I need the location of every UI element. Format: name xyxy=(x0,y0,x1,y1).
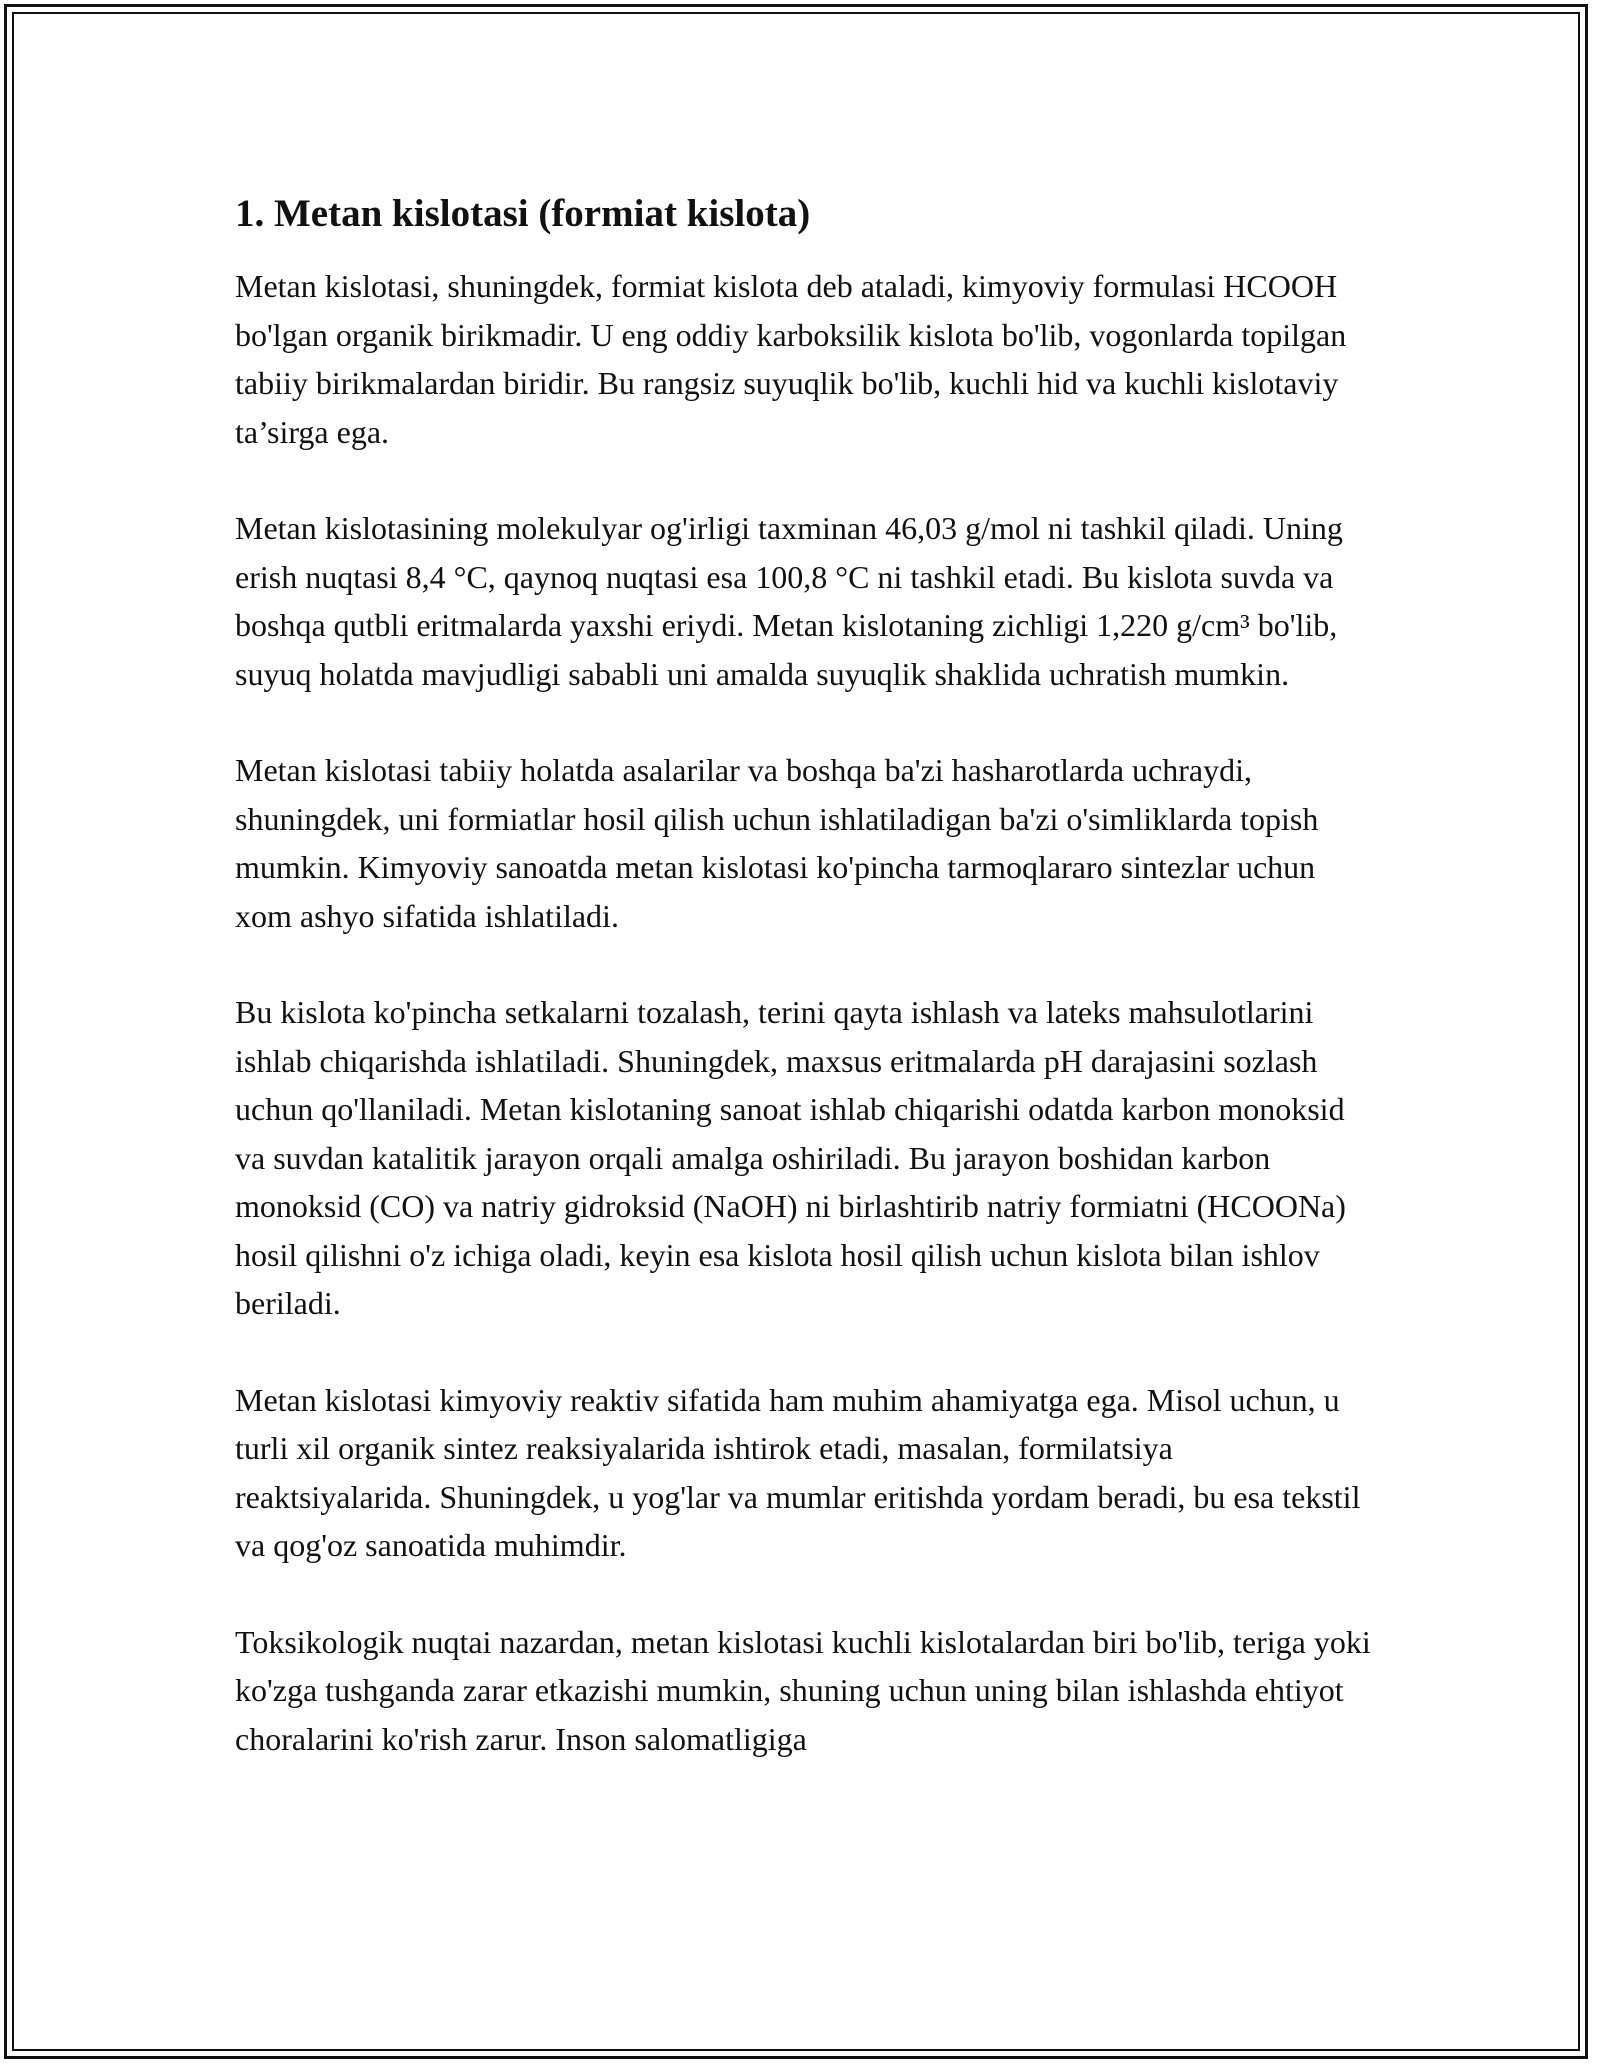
paragraph-1: Metan kislotasi, shuningdek, formiat kislota deb ataladi, kimyoviy formulasi HCOOH bo'lgan organik birikmadir. U eng oddiy karboksilik kislota bo'lib, vogonlarda topilgan tabiiy birikmalardan biridir. Bu rangsiz suyuqlik bo'lib, kuchli hid va kuchli kislotaviy ta’sirga ega. xyxy=(235,268,1347,450)
paragraph-5: Metan kislotasi kimyoviy reaktiv sifatida ham muhim ahamiyatga ega. Misol uchun, u turli xil organik sintez reaksiyalarida ishtirok etadi, masalan, formilatsiya reaktsiyalarida. Shuningdek, u yog'lar va mumlar eritishda yordam beradi, bu esa tekstil va qog'oz sanoatida muhimdir. xyxy=(235,1381,1361,1563)
paragraph-4: Bu kislota ko'pincha setkalarni tozalash, terini qayta ishlash va lateks mahsulotlarini ishlab chiqarishda ishlatiladi. Shuningdek, maxsus eritmalarda pH darajasini sozlash uchun qo'llaniladi. Metan kislotaning sanoat ishlab chiqarishi odatda karbon monoksid va suvdan katalitik jarayon orqali amalga oshiriladi. Bu jarayon boshidan karbon monoksid (CO) va natriy gidroksid (NaOH) ni birlashtirib natriy formiatni (HCOONa) hosil qilishni o'z ichiga oladi, keyin esa kislota hosil qilish uchun kislota bilan ishlov beriladi. xyxy=(235,994,1346,1321)
paragraph-2: Metan kislotasining molekulyar og'irligi taxminan 46,03 g/mol ni tashkil qiladi. Uning erish nuqtasi 8,4 °C, qaynoq nuqtasi esa 100,8 °C ni tashkil etadi. Bu kislota suvda va boshqa qutbli eritmalarda yaxshi eriydi. Metan kislotaning zichligi 1,220 g/cm³ bo'lib, suyuq holatda mavjudligi sababli uni amalda suyuqlik shaklida uchratish mumkin. xyxy=(235,510,1343,692)
section-heading: 1. Metan kislotasi (formiat kislota) xyxy=(235,192,811,235)
paragraph-3: Metan kislotasi tabiiy holatda asalarilar va boshqa ba'zi hasharotlarda uchraydi, shuningdek, uni formiatlar hosil qilish uchun ishlatiladigan ba'zi o'simliklarda topish mumkin. Kimyoviy sanoatda metan kislotasi ko'pincha tarmoqlararo sintezlar uchun xom ashyo sifatida ishlatiladi. xyxy=(235,752,1319,934)
document-body xyxy=(235,188,1375,1811)
paragraph-6: Toksikologik nuqtai nazardan, metan kislotasi kuchli kislotalardan biri bo'lib, teriga yoki ko'zga tushganda zarar etkazishi mumkin, shuning uchun uning bilan ishlashda ehtiyot choralarini ko'rish zarur. Inson salomatligiga xyxy=(235,1623,1371,1757)
